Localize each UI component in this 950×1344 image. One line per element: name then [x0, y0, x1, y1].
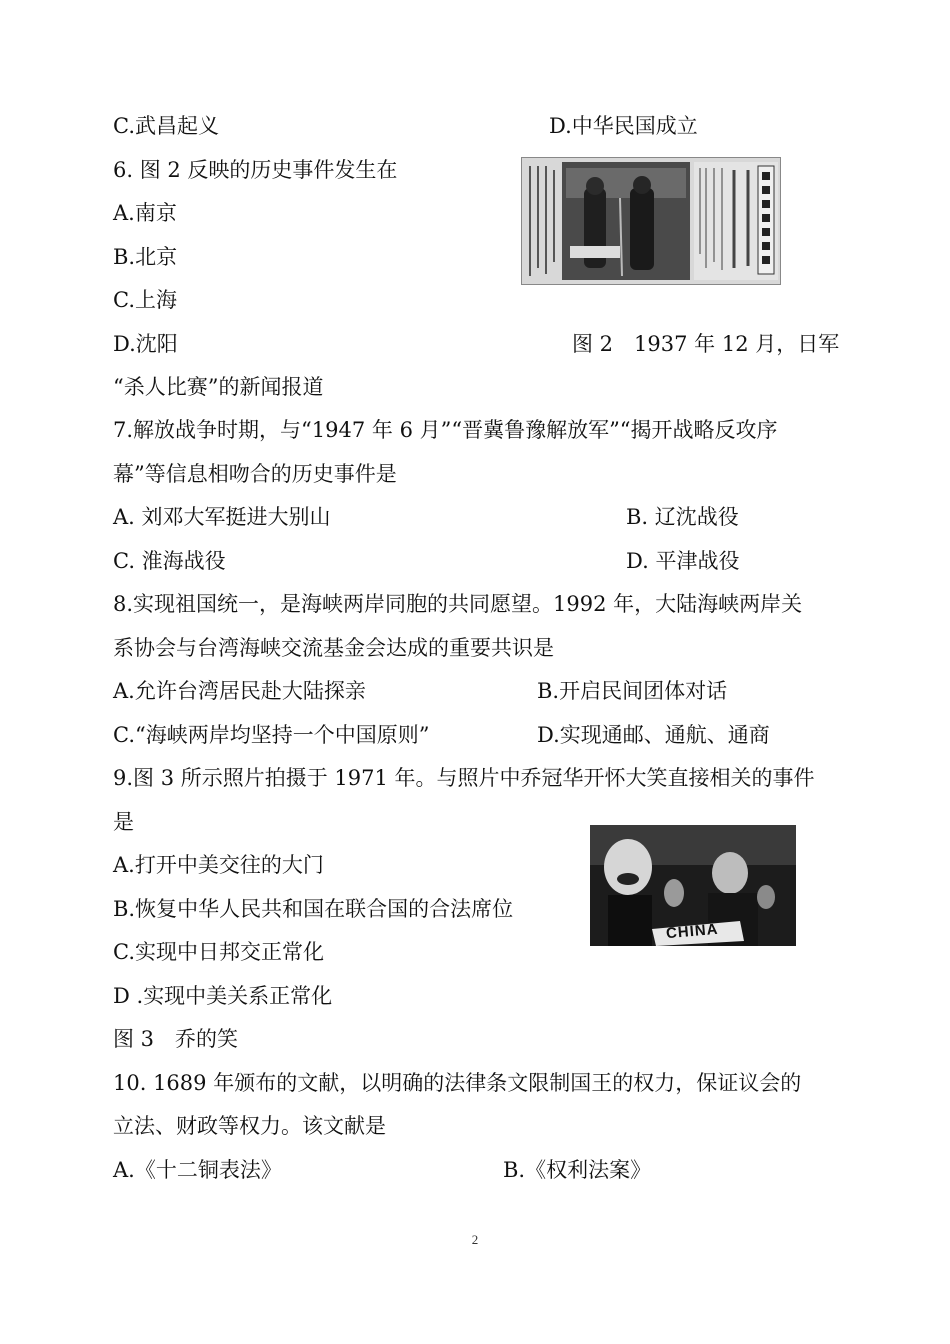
q7-option-c: C. 淮海战役	[113, 549, 226, 573]
q6-option-d: D.沈阳	[113, 332, 178, 356]
china-placard-text: CHINA	[665, 920, 720, 943]
fig2-caption-cont: “杀人比赛”的新闻报道	[113, 375, 324, 399]
q5-option-d: D.中华民国成立	[549, 114, 698, 138]
q9-option-a: A.打开中美交往的大门	[113, 853, 324, 877]
q8-option-b: B.开启民间团体对话	[537, 679, 728, 703]
q10-option-b: B.《权利法案》	[503, 1158, 652, 1182]
q8-stem-line2: 系协会与台湾海峡交流基金会达成的重要共识是	[113, 636, 554, 660]
q8-option-c: C.“海峡两岸均坚持一个中国原则”	[113, 723, 430, 747]
q9-option-d: D .实现中美关系正常化	[113, 984, 333, 1008]
q6-option-c: C.上海	[113, 288, 177, 312]
fig2-caption: 图 2 1937 年 12 月，日军	[572, 332, 840, 356]
q6-option-a: A.南京	[113, 201, 177, 225]
q10-stem-line1: 10. 1689 年颁布的文献，以明确的法律条文限制国王的权力，保证议会的	[113, 1071, 802, 1095]
q10-stem-line2: 立法、财政等权力。该文献是	[113, 1114, 386, 1138]
q7-option-d: D. 平津战役	[626, 549, 740, 573]
fig2-newspaper-photo	[521, 157, 781, 285]
q6-option-b: B.北京	[113, 245, 178, 269]
newspaper-clipping-image	[522, 158, 780, 284]
q7-stem-line2: 幕”等信息相吻合的历史事件是	[113, 462, 397, 486]
q7-option-b: B. 辽沈战役	[626, 505, 739, 529]
fig3-caption: 图 3 乔的笑	[113, 1027, 239, 1051]
q7-stem-line1: 7.解放战争时期，与“1947 年 6 月”“晋冀鲁豫解放军”“揭开战略反攻序	[113, 418, 778, 442]
q9-option-b: B.恢复中华人民共和国在联合国的合法席位	[113, 897, 514, 921]
q7-option-a: A. 刘邓大军挺进大别山	[113, 505, 331, 529]
q8-option-a: A.允许台湾居民赴大陆探亲	[113, 679, 366, 703]
q6-stem: 6. 图 2 反映的历史事件发生在	[113, 158, 398, 182]
q8-option-d: D.实现通邮、通航、通商	[537, 723, 770, 747]
q9-option-c: C.实现中日邦交正常化	[113, 940, 324, 964]
q9-stem-line1: 9.图 3 所示照片拍摄于 1971 年。与照片中乔冠华开怀大笑直接相关的事件	[113, 766, 815, 790]
fig3-laughing-photo	[590, 825, 796, 946]
q10-option-a: A.《十二铜表法》	[113, 1158, 282, 1182]
q8-stem-line1: 8.实现祖国统一，是海峡两岸同胞的共同愿望。1992 年，大陆海峡两岸关	[113, 592, 803, 616]
q5-option-c: C.武昌起义	[113, 114, 219, 138]
q9-stem-line2: 是	[113, 810, 134, 834]
page-number: 2	[471, 1232, 479, 1247]
